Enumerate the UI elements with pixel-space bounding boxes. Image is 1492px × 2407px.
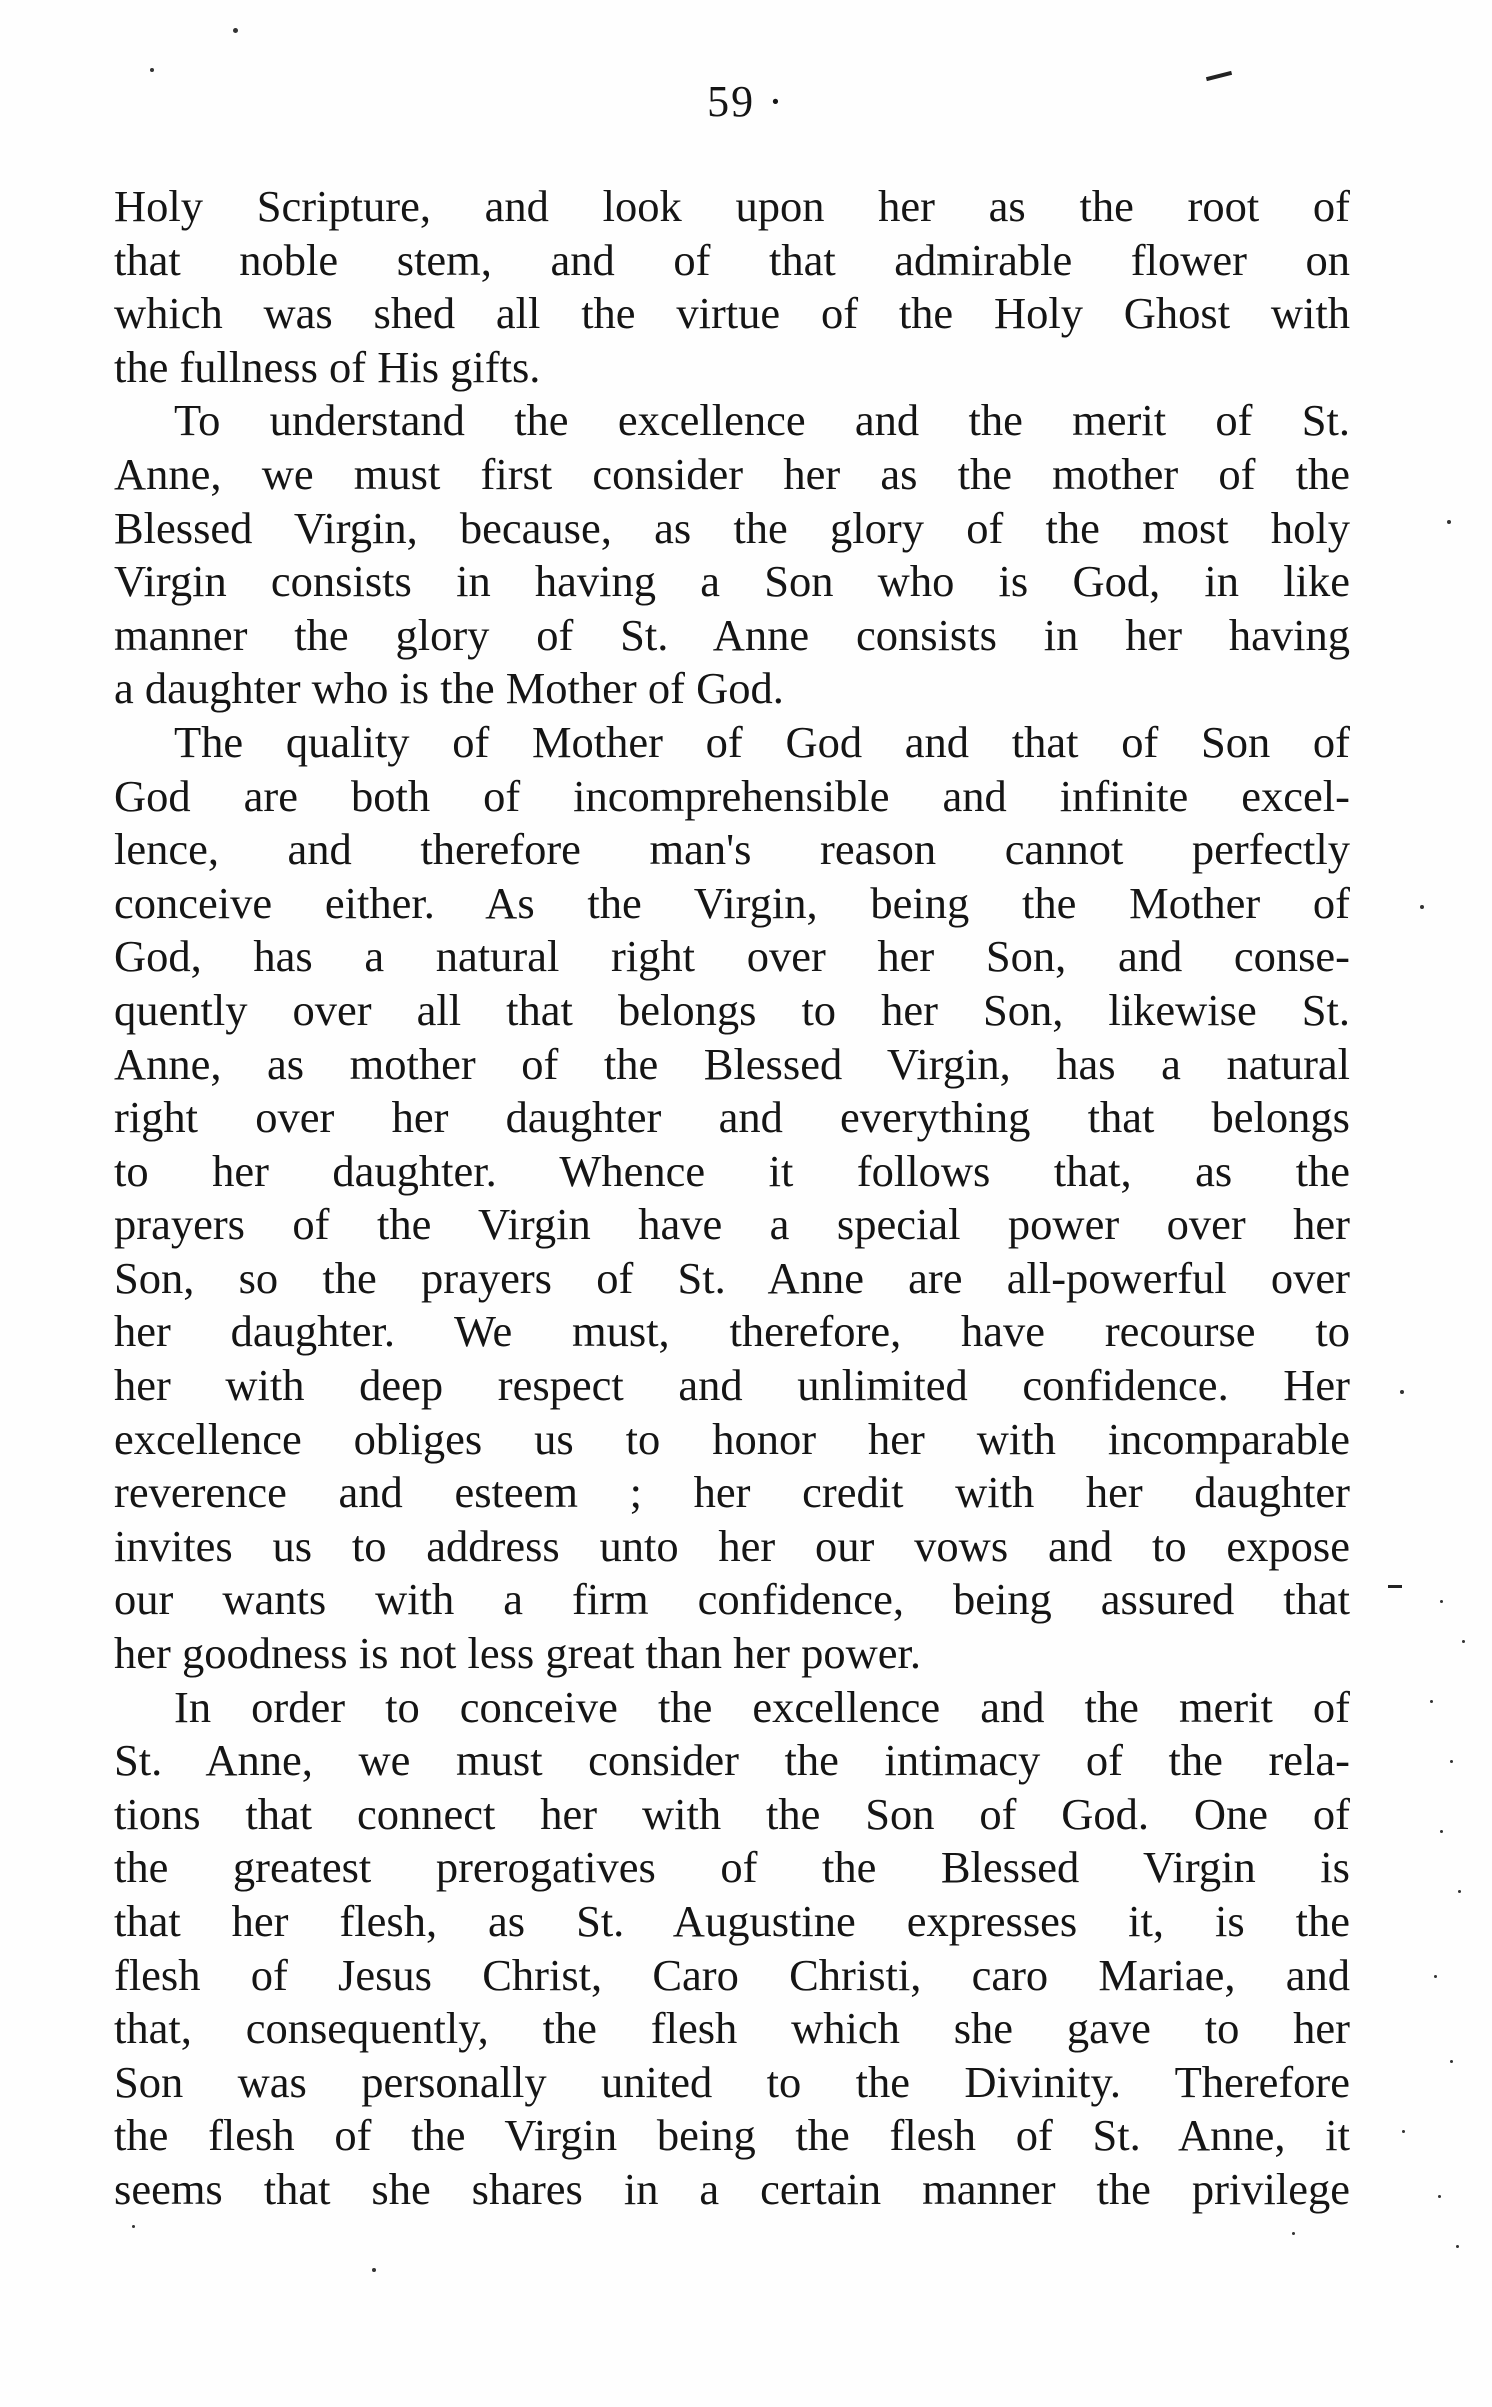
- text-line: To understand the excellence and the merit of St.: [174, 395, 1350, 446]
- text-line: Anne, we must first consider her as the mother of the: [114, 448, 1350, 499]
- text-line: Holy Scripture, and look upon her as the root of: [114, 181, 1350, 231]
- scan-speck: [1440, 1830, 1443, 1833]
- text-line: God, has a natural right over her Son, and conse-: [114, 931, 1350, 982]
- text-line: God are both of incomprehensible and infinite excel-: [114, 770, 1350, 821]
- text-line: flesh of Jesus Christ, Caro Christi, caro Mariae, and: [114, 1949, 1350, 2000]
- text-line: her with deep respect and unlimited confidence. Her: [114, 1360, 1350, 1411]
- text-line: a daughter who is the Mother of God.: [114, 663, 784, 714]
- text-line: Son, so the prayers of St. Anne are all-powerful over: [114, 1252, 1350, 1303]
- scan-speck: [1440, 1600, 1443, 1603]
- text-line: invites us to address unto her our vows and to expose: [114, 1520, 1350, 1571]
- text-line: tions that connect her with the Son of God. One of: [114, 1788, 1350, 1839]
- scan-speck: [1402, 2130, 1405, 2133]
- scan-speck: [1438, 2195, 1441, 2198]
- text-line: prayers of the Virgin have a special power over her: [114, 1199, 1350, 1250]
- scan-speck: [132, 2225, 135, 2228]
- text-line: lence, and therefore man's reason cannot perfectly: [114, 824, 1350, 875]
- text-line: The quality of Mother of God and that of Son of: [174, 716, 1350, 767]
- text-line: the flesh of the Virgin being the flesh of St. Anne, it: [114, 2110, 1350, 2161]
- page-number: 59 ·: [707, 77, 785, 126]
- scan-speck: [1292, 2232, 1295, 2235]
- body-text: [114, 180, 1350, 2217]
- text-line: right over her daughter and everything that belongs: [114, 1092, 1350, 1143]
- scan-speck: [1434, 1975, 1437, 1978]
- text-line: that noble stem, and of that admirable flower on: [114, 234, 1350, 285]
- scan-speck: [1450, 2060, 1453, 2063]
- scan-mark: [1388, 1585, 1402, 1588]
- text-line: conceive either. As the Virgin, being the Mother of: [114, 877, 1350, 928]
- text-line: her goodness is not less great than her power.: [114, 1628, 921, 1679]
- text-line: Son was personally united to the Divinity. Therefore: [114, 2056, 1350, 2107]
- text-line: that, consequently, the flesh which she gave to her: [114, 2003, 1350, 2054]
- scan-speck: [1450, 1760, 1453, 1763]
- text-line: St. Anne, we must consider the intimacy of the rela-: [114, 1735, 1350, 1786]
- text-line: reverence and esteem ; her credit with her daughter: [114, 1467, 1350, 1518]
- text-line: seems that she shares in a certain manner the privilege: [114, 2163, 1350, 2214]
- text-line: that her flesh, as St. Augustine expresses it, is the: [114, 1896, 1350, 1946]
- scan-speck: [1400, 1390, 1404, 1394]
- scan-speck: [1456, 2245, 1459, 2248]
- text-line: her daughter. We must, therefore, have recourse to: [114, 1306, 1350, 1357]
- text-line: excellence obliges us to honor her with incomparable: [114, 1413, 1350, 1464]
- scan-speck: [1462, 1640, 1465, 1643]
- scan-speck: [372, 2268, 376, 2272]
- text-line: our wants with a firm confidence, being assured that: [114, 1574, 1350, 1625]
- text-line: which was shed all the virtue of the Holy Ghost with: [114, 288, 1350, 339]
- scan-speck: [233, 28, 238, 33]
- text-line: the fullness of His gifts.: [114, 341, 541, 392]
- scan-speck: [1447, 520, 1451, 524]
- scan-speck: [150, 68, 154, 72]
- text-line: to her daughter. Whence it follows that, as the: [114, 1145, 1350, 1196]
- text-line: Anne, as mother of the Blessed Virgin, has a natural: [114, 1038, 1350, 1089]
- text-line: the greatest prerogatives of the Blessed Virgin is: [114, 1842, 1350, 1893]
- text-line: manner the glory of St. Anne consists in her having: [114, 609, 1350, 660]
- text-line: Virgin consists in having a Son who is God, in like: [114, 556, 1350, 607]
- scan-speck: [1458, 1890, 1461, 1893]
- scan-speck: [1430, 1700, 1433, 1703]
- text-line: Blessed Virgin, because, as the glory of the most holy: [114, 502, 1350, 553]
- text-line: In order to conceive the excellence and the merit of: [174, 1681, 1350, 1732]
- scan-speck: [1420, 905, 1424, 909]
- text-line: quently over all that belongs to her Son, likewise St.: [114, 984, 1350, 1035]
